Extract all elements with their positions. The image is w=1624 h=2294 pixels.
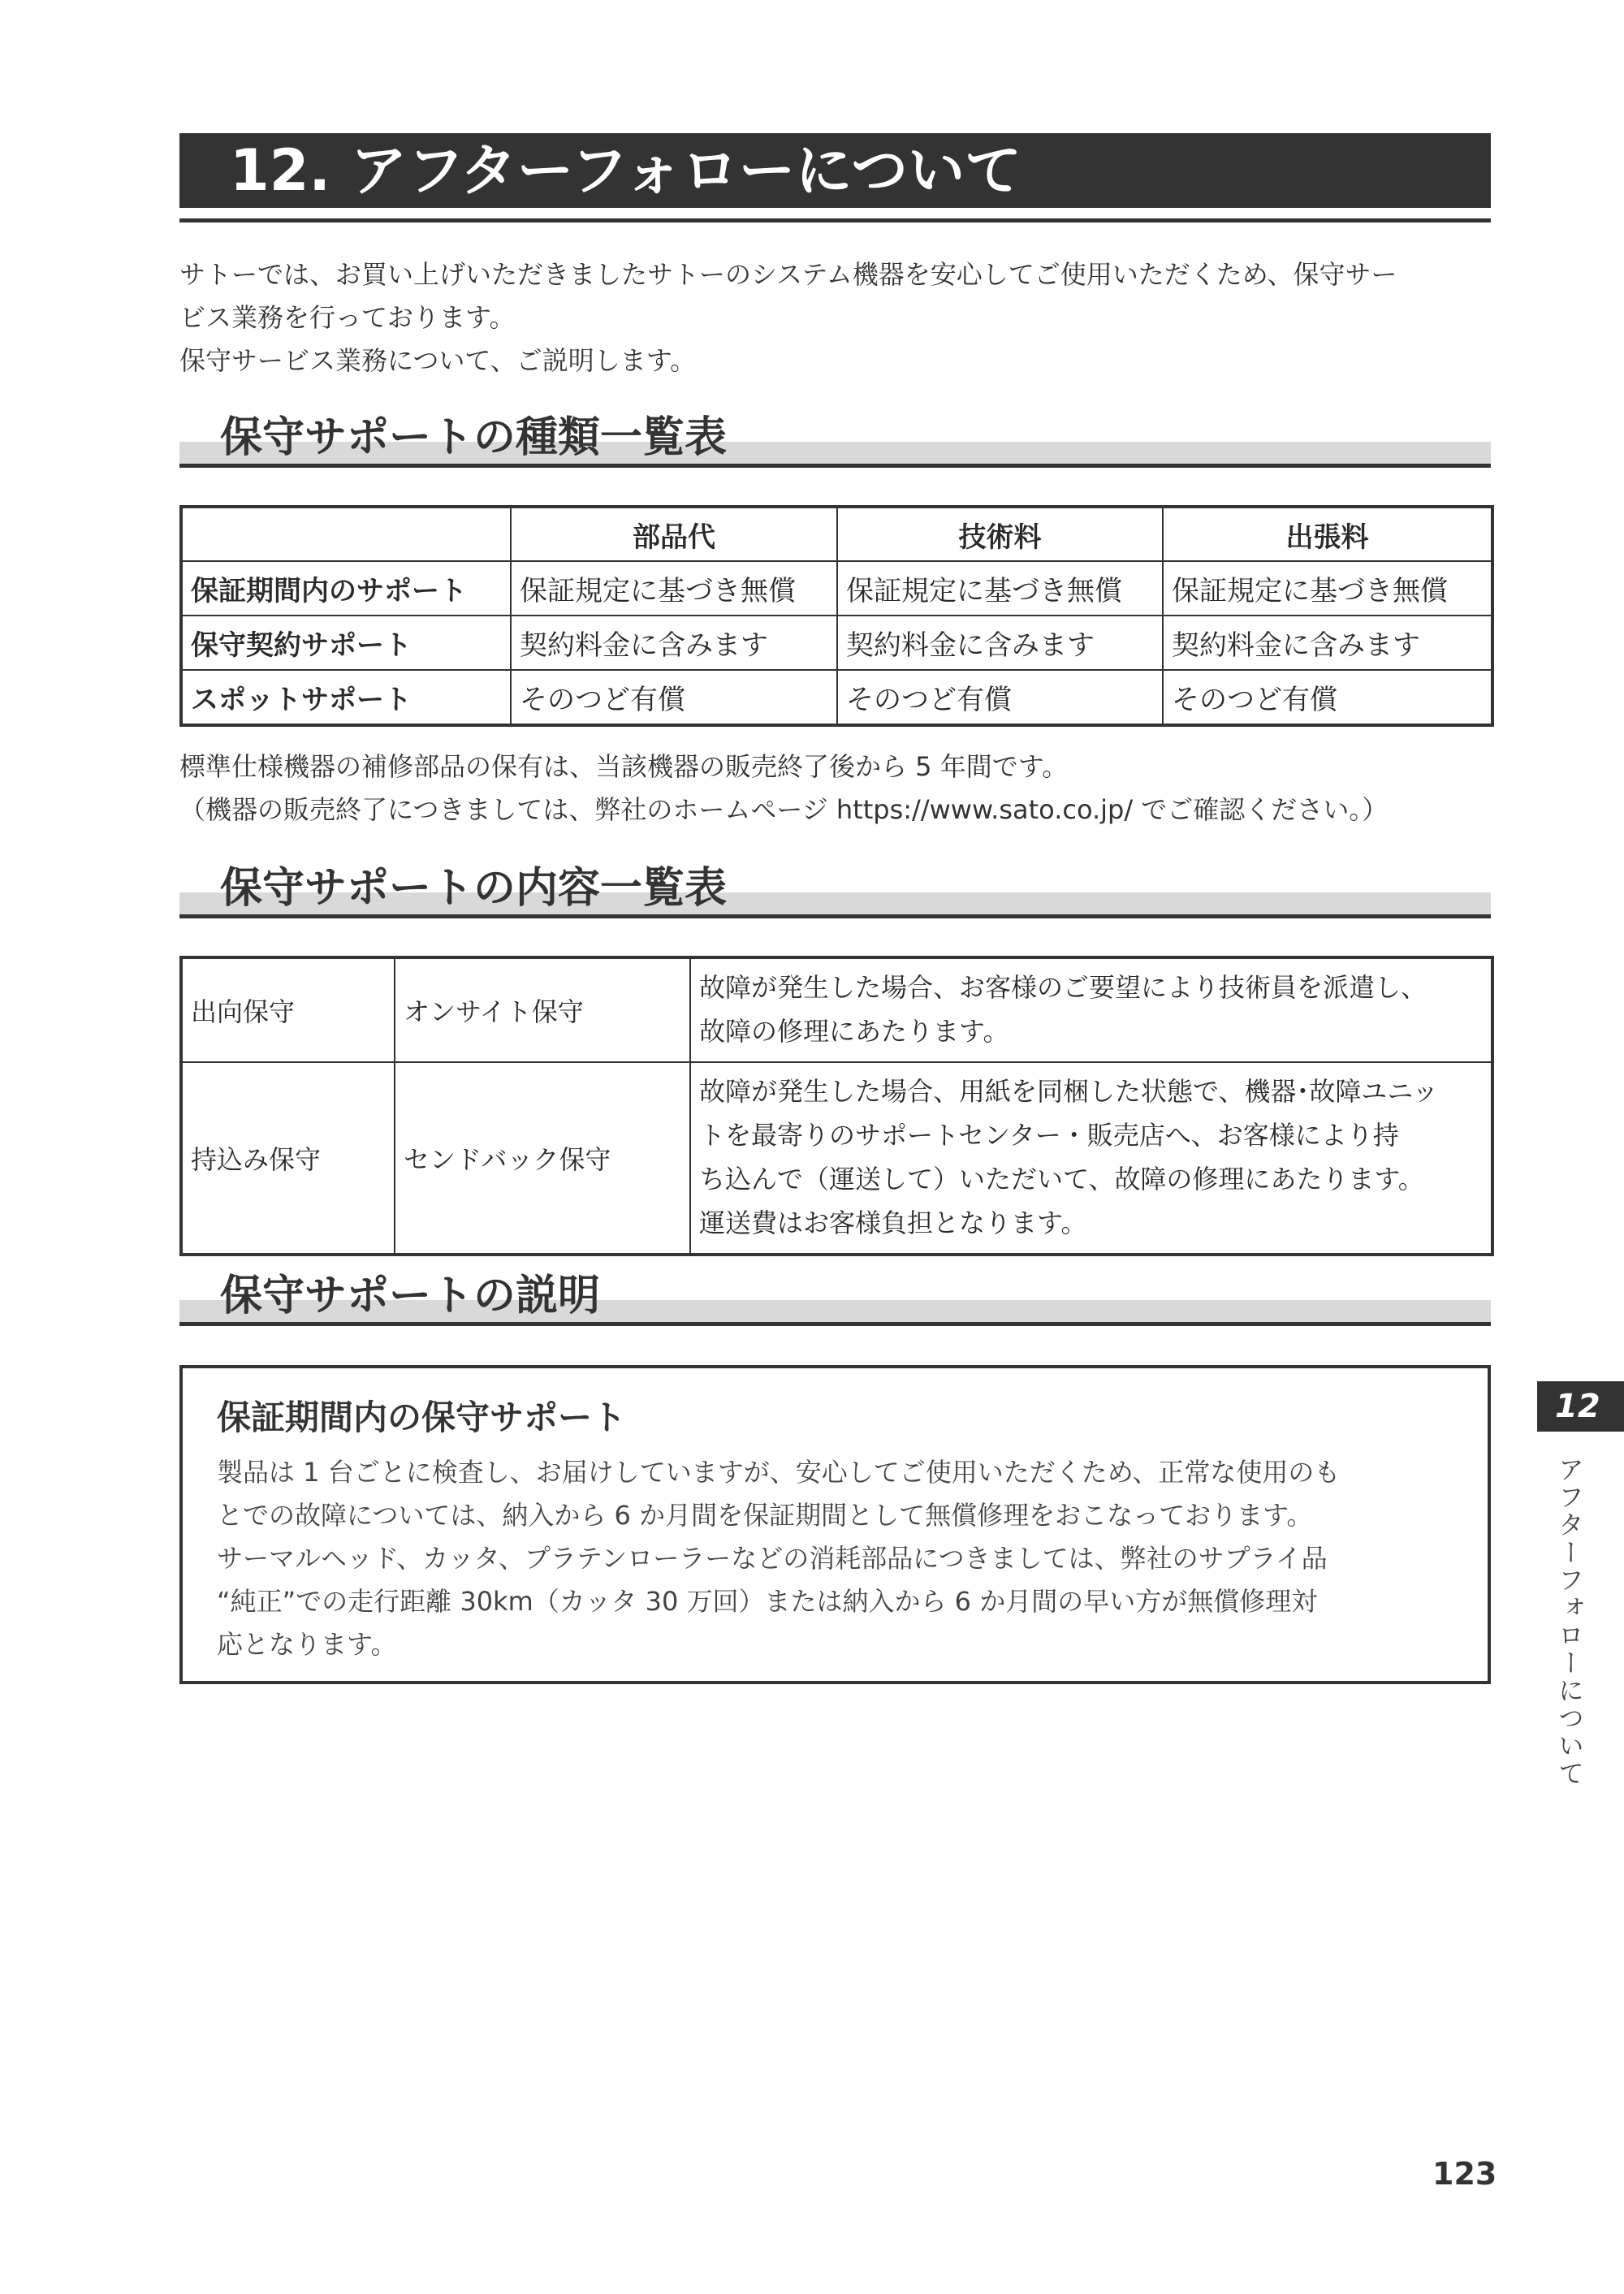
description-line: 運送費はお客様負担となります。 — [699, 1207, 1087, 1238]
table-cell: 契約料金に含みます — [837, 616, 1163, 670]
description-line: 故障が発生した場合、お客様のご要望により技術員を派遣し、 — [699, 972, 1427, 1003]
table-cell: 保証規定に基づき無償 — [511, 561, 837, 616]
description-line: 故障の修理にあたります。 — [699, 1016, 1009, 1047]
support-type-cell: 持込み保守 — [181, 1062, 395, 1255]
support-description-cell — [690, 957, 1492, 1062]
support-description-cell — [690, 1062, 1492, 1255]
section-heading-support-types — [179, 415, 1491, 467]
section-heading-text: 保守サポートの説明 — [220, 1272, 601, 1320]
intro-line: 保守サービス業務について、ご説明します。 — [179, 345, 697, 376]
support-contents-table — [179, 956, 1494, 1256]
warranty-support-box — [179, 1365, 1491, 1684]
intro-line: サトーでは、お買い上げいただきましたサトーのシステム機器を安心してご使用いただくため、保守サー — [179, 259, 1397, 290]
box-line: 応となります。 — [217, 1629, 397, 1660]
intro-text — [179, 253, 1495, 382]
table-cell: そのつど有償 — [1163, 670, 1492, 725]
support-name-cell: センドバック保守 — [395, 1062, 690, 1255]
table-row-header: 保守契約サポート — [181, 616, 511, 670]
support-name-cell: オンサイト保守 — [395, 957, 690, 1062]
table-cell: 契約料金に含みます — [511, 616, 837, 670]
table-cell: そのつど有償 — [511, 670, 837, 725]
table-header-cell: 出張料 — [1163, 507, 1492, 561]
box-line: サーマルヘッド、カッタ、プラテンローラーなどの消耗部品につきましては、弊社のサプライ品 — [217, 1543, 1328, 1574]
box-line: とでの故障については、納入から 6 か月間を保証期間として無償修理をおこなっております。 — [217, 1500, 1313, 1531]
section-heading-support-contents — [179, 866, 1491, 918]
table-cell: 契約料金に含みます — [1163, 616, 1492, 670]
table-row-header: 保証期間内のサポート — [181, 561, 511, 616]
table-row — [181, 561, 1492, 616]
note-line: （機器の販売終了につきましては、弊社のホームページ https://www.sato.co.jp/ でご確認ください。） — [179, 794, 1389, 825]
support-type-cell: 出向保守 — [181, 957, 395, 1062]
description-line: 故障が発生した場合、用紙を同梱した状態で、機器･故障ユニッ — [699, 1076, 1439, 1107]
note-line: 標準仕様機器の補修部品の保有は、当該機器の販売終了後から 5 年間です。 — [179, 751, 1069, 782]
table-header-cell: 技術料 — [837, 507, 1163, 561]
description-line: ち込んで（運送して）いただいて、故障の修理にあたります。 — [699, 1164, 1424, 1195]
table-row — [181, 1062, 1492, 1255]
section-heading-text: 保守サポートの内容一覧表 — [220, 864, 728, 913]
box-line: 製品は 1 台ごとに検査し、お届けしていますが、安心してご使用いただくため、正常な使用のも — [217, 1457, 1341, 1488]
chapter-side-tab — [1537, 1381, 1624, 1432]
table-cell: 保証規定に基づき無償 — [837, 561, 1163, 616]
heading-rule — [179, 1322, 1491, 1326]
box-body — [217, 1451, 1467, 1666]
page-number: 123 — [1432, 2156, 1497, 2192]
description-line: トを最寄りのサポートセンター・販売店へ、お客様により持 — [699, 1120, 1399, 1151]
intro-line: ビス業務を行っております。 — [179, 302, 516, 333]
table-row-header: スポットサポート — [181, 670, 511, 725]
table-row — [181, 670, 1492, 725]
box-line: “純正”での走行距離 30km（カッタ 30 万回）または納入から 6 か月間の早い方が無償修理対 — [217, 1586, 1318, 1617]
chapter-tab-label: アフターフォローについて — [1554, 1456, 1585, 1787]
heading-rule — [179, 914, 1491, 918]
table-cell: そのつど有償 — [837, 670, 1163, 725]
chapter-tab-number: 12 — [1555, 1388, 1600, 1425]
chapter-title: 12. アフターフォローについて — [230, 137, 1022, 204]
section-heading-support-explanation — [179, 1273, 1491, 1325]
table-header-cell: 部品代 — [511, 507, 837, 561]
heading-rule — [179, 464, 1491, 468]
table-row — [181, 616, 1492, 670]
table-header-row — [181, 507, 1492, 561]
section-heading-text: 保守サポートの種類一覧表 — [220, 413, 728, 462]
table-header-cell — [181, 507, 511, 561]
table-cell: 保証規定に基づき無償 — [1163, 561, 1492, 616]
chapter-title-rule — [179, 218, 1491, 222]
box-heading: 保証期間内の保守サポート — [217, 1398, 627, 1437]
parts-retention-note — [179, 745, 1511, 832]
table-row — [181, 957, 1492, 1062]
support-types-table — [179, 505, 1494, 727]
